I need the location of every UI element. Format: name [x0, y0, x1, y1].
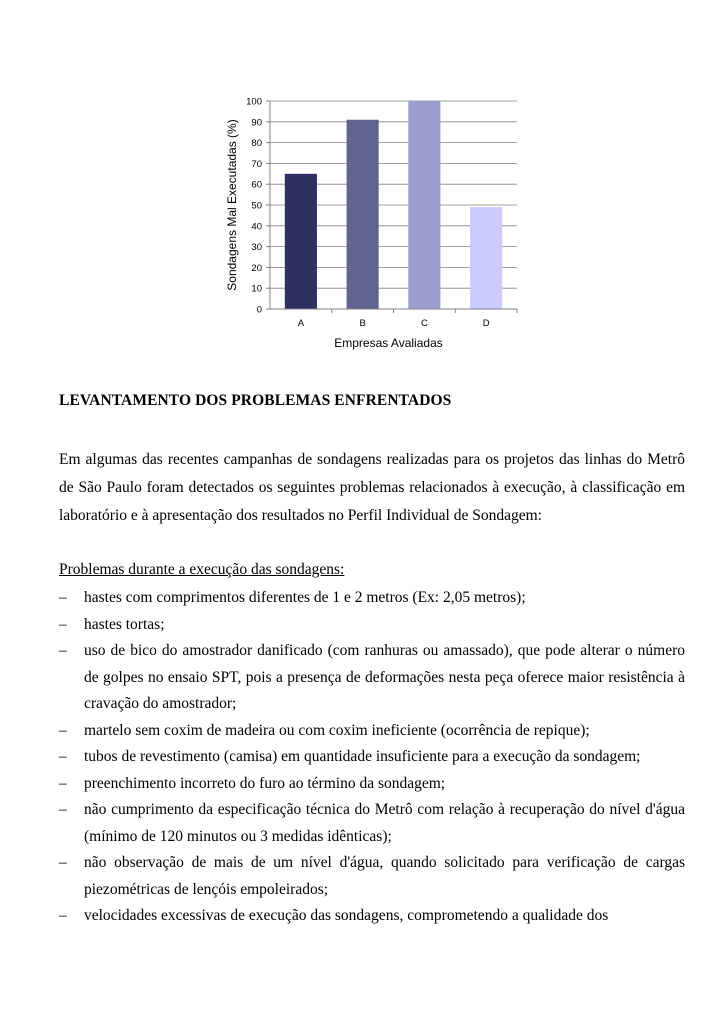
- y-tick-label: 20: [251, 262, 262, 274]
- x-tick-label: C: [420, 318, 428, 329]
- list-item-text: tubos de revestimento (camisa) em quantidade insuficiente para a execução da sondagem;: [84, 748, 641, 765]
- bar-a: [285, 174, 317, 309]
- bullet-dash: –: [59, 801, 67, 818]
- bullet-dash: –: [59, 907, 67, 924]
- list-item-text: martelo sem coxim de madeira ou com coxim ineficiente (ocorrência de repique);: [84, 721, 590, 739]
- list-item: [59, 850, 685, 903]
- list-item: [59, 903, 685, 930]
- y-tick-label: 80: [251, 138, 262, 150]
- list-item-text: hastes com comprimentos diferentes de 1 e 2 metros (Ex: 2,05 metros);: [84, 589, 526, 606]
- section-heading: LEVANTAMENTO DOS PROBLEMAS ENFRENTADOS: [59, 392, 452, 409]
- list-item-text: preenchimento incorreto do furo ao término da sondagem;: [84, 774, 446, 792]
- bar-chart: [215, 88, 525, 358]
- list-item: [59, 612, 685, 639]
- y-tick-label: 30: [251, 242, 262, 254]
- intro-paragraph: Em algumas das recentes campanhas de sondagens realizadas para os projetos das linhas do Metrô de São Paulo foram detectados os seguintes problemas relacionados à execução, à classificação em laboratório e à apresentação dos resultados no Perfil Individual de Sondagem:: [59, 451, 685, 524]
- list-item: [59, 744, 685, 771]
- y-tick-label: 90: [251, 117, 262, 129]
- list-item: [59, 771, 685, 798]
- y-tick-label: 0: [256, 304, 262, 316]
- list-item-text: não cumprimento da especificação técnica do Metrô com relação à recuperação do nível d'água (mínimo de 120 minutos ou 3 medidas idênticas);: [84, 801, 685, 845]
- bar-b: [347, 120, 379, 309]
- bar-d: [470, 207, 502, 309]
- y-tick-label: 60: [251, 179, 262, 191]
- x-tick-label: B: [359, 318, 366, 329]
- y-axis-ticks: [246, 97, 270, 316]
- y-axis-label: Sondagens Mal Executadas (%): [225, 119, 239, 291]
- x-tick-label: A: [297, 318, 305, 329]
- problem-list: [59, 585, 685, 930]
- x-axis-label: Empresas Avaliadas: [334, 336, 443, 350]
- bullet-dash: –: [59, 721, 67, 739]
- bullet-dash: –: [59, 615, 67, 633]
- list-item-text: uso de bico do amostrador danificado (com ranhuras ou amassado), que pode alterar o número de golpes no ensaio SPT, pois a presença de deformações nesta peça oferece maior resistência à cravação do amostrador;: [84, 642, 685, 712]
- x-axis-ticks: [298, 309, 517, 329]
- list-item-text: hastes tortas;: [84, 615, 165, 633]
- x-tick-label: D: [482, 318, 490, 329]
- bullet-dash: –: [59, 642, 67, 659]
- bullet-dash: –: [59, 589, 67, 606]
- bar-c: [408, 101, 440, 309]
- y-tick-label: 50: [251, 200, 262, 212]
- list-item: [59, 638, 685, 718]
- list-item: [59, 797, 685, 850]
- list-item: [59, 585, 685, 612]
- list-item-text: velocidades excessivas de execução das sondagens, comprometendo a qualidade dos: [84, 907, 609, 924]
- y-tick-label: 100: [246, 96, 262, 108]
- y-tick-label: 70: [251, 158, 262, 170]
- bullet-dash: –: [59, 854, 67, 871]
- list-item-text: não observação de mais de um nível d'água, quando solicitado para verificação de cargas piezométricas de lençóis empoleirados;: [84, 854, 685, 898]
- y-tick-label: 40: [251, 221, 262, 233]
- bullet-dash: –: [59, 774, 67, 792]
- list-item: [59, 718, 685, 745]
- y-tick-label: 10: [251, 283, 262, 295]
- bullet-dash: –: [59, 748, 67, 765]
- problems-subheading: Problemas durante a execução das sondagens:: [59, 561, 345, 578]
